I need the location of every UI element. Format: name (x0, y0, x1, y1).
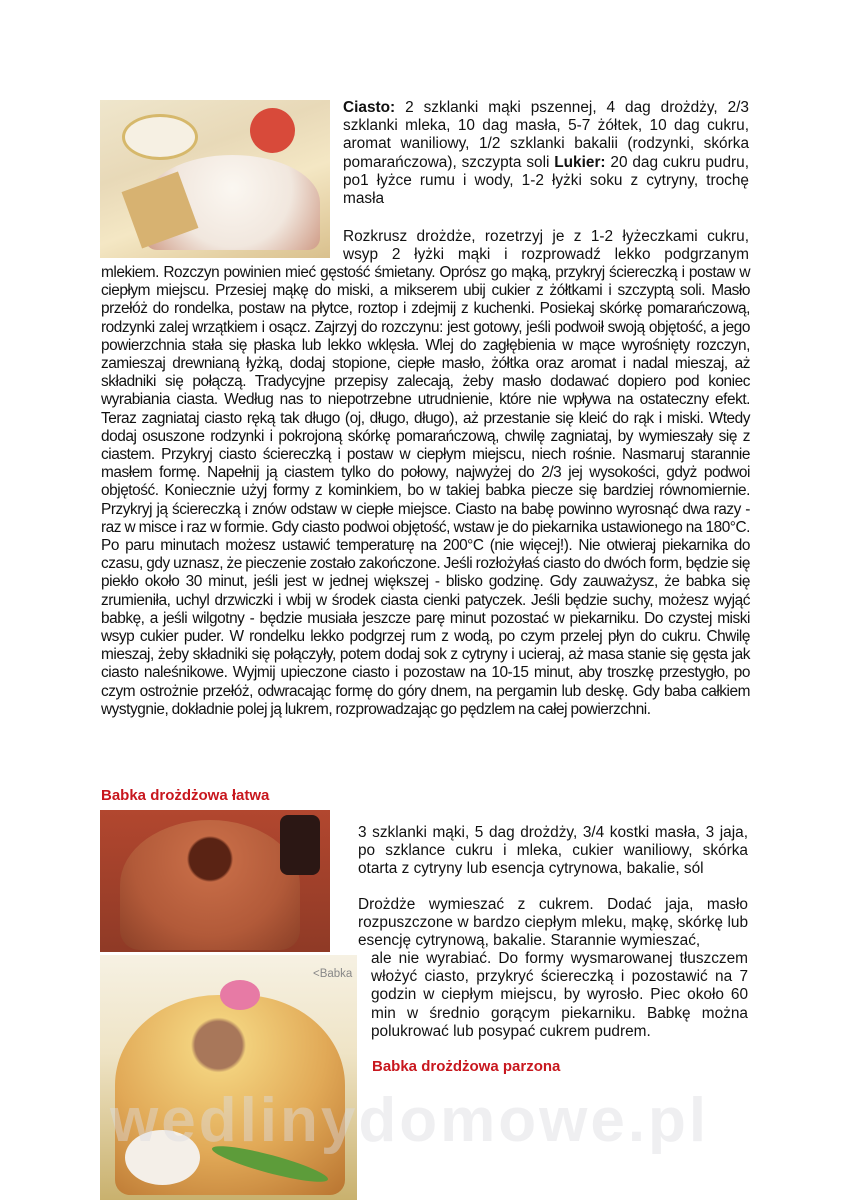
ingredients-label: Ciasto: (343, 99, 396, 116)
icing-label: Lukier: (554, 153, 606, 171)
recipe1-ingredients: Ciasto: 2 szklanki mąki pszennej, 4 dag drożdży, 2/3 szklanki mleka, 10 dag masła, 5-7 żółtek, 10 dag cukru, aromat waniliowy, 1/2 szklanki bakalii (rodzynki, skórka pomarańczowa), szczypta soli Lukier: 20 dag cukru pudru, po1 łyżce rumu i wody, 1-2 łyżki soku z cytryny, trochę masła (343, 99, 749, 208)
watermark: wedlinydomowe.pl (110, 1086, 710, 1155)
recipe1-method: mlekiem. Rozczyn powinien mieć gęstość śmietany. Oprósz go mąką, przykryj ściereczką i postaw w ciepłym miejscu. Przesiej mąkę do miski, a mikserem ubij cukier z żółtkami i szczyptą soli. Masło przełóż do rondelka, postaw na płytce, roztop i zdejmij z kuchenki. Posiekaj skórkę pomarańczową, rodzynki zalej wrzątkiem i osącz. Zajrzyj do rozczynu: jest gotowy, jeśli podwoił swoją objętość, a jego powierzchnia stała się płaska lub lekko wklęsła. Wlej do zagłębienia w mące wyrośnięty rozczyn, zamieszaj drewnianą łyżką, dodaj stopione, ciepłe masło, żółtka oraz aromat i nadal mieszaj, aż składniki się połączą. Tradycyjne przepisy zalecają, żeby masło dodawać dopiero pod koniec wyrabiania ciasta. Według nas to niepotrzebne utrudnienie, które nie wpływa na ostateczny efekt. Teraz zagniataj ciasto ręką tak długo (oj, długo, długo), aż przestanie się kleić do rąk i miski. Wtedy dodaj osuszone rodzynki i pokrojoną skórkę pomarańczową, chwilę zagniataj, by wymieszały się z ciastem. Przykryj ciasto ściereczką i postaw w ciepłym miejscu, niech rośnie. Nasmaruj starannie masłem formę. Napełnij ją ciastem tylko do połowy, najwyżej do 2/3 jej wysokości, gdyż podwoi objętość. Koniecznie użyj formy z kominkiem, bo w takiej babka piecze się bardziej równomiernie. Przykryj ją ściereczką i znów odstaw w ciepłe miejsce. Ciasto na babę powinno wyrosnąć dwa razy - raz w misce i raz w formie. Gdy ciasto podwoi objętość, wstaw je do piekarnika ustawionego na 180°C. Po paru minutach możesz ustawić temperaturę na 200°C (nie więcej!). Nie otwieraj piekarnika do czasu, gdy uznasz, że pieczenie zostało zakończone. Jeśli rozłożyłaś ciasto do dwóch form, będzie się piekło około 30 minut, jeśli jest w jednej większej - blisko godzinę. Gdy zauważysz, że babka się zrumieniła, uchyl drzwiczki i wbij w środek ciasta cienki patyczek. Jeśli będzie suchy, możesz wyjąć babkę, a jeśli wilgotny - będzie musiała jeszcze parę minut pozostać w piekarniku. Do czystej miski wsyp cukier puder. W rondelku lekko podgrzej rum z wodą, po czym przelej płyn do cukru. Chwilę mieszaj, żeby składniki się połączyły, potem dodaj sok z cytryny i ucieraj, aż masa stanie się gęsta jak ciasto naleśnikowe. Wyjmij upieczone ciasto i pozostaw na 10-15 minut, aby troszkę przestygło, po czym ostrożnie przełóż, odwracając formę do góry dnem, na pergamin lub deskę. Gdy baba całkiem wystygnie, dokładnie polej ją lukrem, rozprowadzając go pędzlem na całej powierzchni. (101, 264, 750, 718)
babka-photo-iced (100, 100, 330, 258)
recipe2-title: Babka drożdżowa łatwa (101, 787, 270, 804)
recipe2-method-b: ale nie wyrabiać. Do formy wysmarowanej tłuszczem włożyć ciasto, przykryć ściereczką i pozostawić na 7 godzin w ciepłym miejscu, by wyrosło. Piec około 60 min w średnio gorącym piekarniku. Babkę można polukrować lub posypać cukrem pudrem. (371, 950, 748, 1040)
recipe1-intro: Rozkrusz drożdże, rozetrzyj je z 1-2 łyżeczkami cukru, wsyp 2 łyżki mąki i rozprowadź lekko podgrzanym (343, 228, 749, 264)
recipe2-ingredients: 3 szklanki mąki, 5 dag drożdży, 3/4 kostki masła, 3 jaja, po szklance cukru i mleka, cukier waniliowy, skórka otarta z cytryny lub esencja cytrynowa, bakalie, sól (358, 824, 748, 878)
recipe3-title: Babka drożdżowa parzona (372, 1058, 561, 1075)
babka-photo-decorated (100, 955, 357, 1200)
image-caption: <Babka (313, 968, 353, 980)
babka-photo-plain (100, 810, 330, 952)
recipe2-method-a: Drożdże wymieszać z cukrem. Dodać jaja, masło rozpuszczone w bardzo ciepłym mleku, mąkę, skórkę lub esencję cytrynową, bakalie. Starannie wymieszać, (358, 896, 748, 950)
